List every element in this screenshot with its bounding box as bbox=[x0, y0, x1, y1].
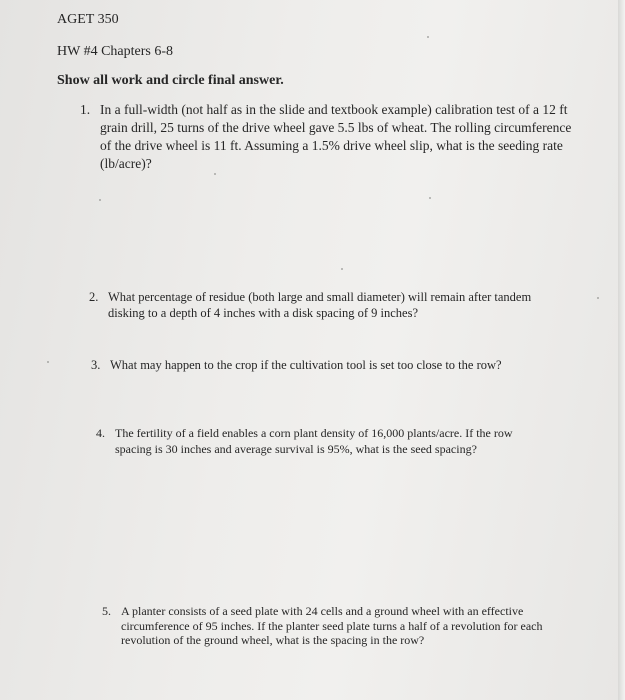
question-4-line-2: spacing is 30 inches and average survival is 95%, what is the seed spacing? bbox=[115, 442, 477, 456]
paper-speck bbox=[99, 199, 101, 201]
question-1-line-2: grain drill, 25 turns of the drive wheel gave 5.5 lbs of wheat. The rolling circumference bbox=[100, 120, 572, 135]
question-5-line-2: circumference of 95 inches. If the planter seed plate turns a half of a revolution for each bbox=[121, 618, 543, 633]
paper-speck bbox=[597, 297, 599, 299]
question-5-line-3: revolution of the ground wheel, what is the spacing in the row? bbox=[121, 633, 425, 647]
question-2-line-2: disking to a depth of 4 inches with a disk spacing of 9 inches? bbox=[108, 306, 419, 320]
question-1-line-3: of the drive wheel is 11 ft. Assuming a 1.5% drive wheel slip, what is the seeding rate bbox=[100, 138, 563, 153]
question-2-line-1: What percentage of residue (both large and small diameter) will remain after tandem bbox=[108, 290, 532, 304]
question-3-line-1: What may happen to the crop if the cultivation tool is set too close to the row? bbox=[110, 358, 502, 372]
question-1-line-4: (lb/acre)? bbox=[100, 156, 152, 171]
question-1-number: 1. bbox=[80, 102, 91, 117]
question-3-text bbox=[110, 357, 502, 373]
paper-speck bbox=[214, 173, 216, 175]
question-4-number: 4. bbox=[96, 426, 105, 440]
question-4-text bbox=[115, 425, 513, 457]
question-3-number: 3. bbox=[91, 358, 101, 372]
question-5-number: 5. bbox=[102, 604, 111, 618]
instructions: Show all work and circle final answer. bbox=[57, 73, 284, 88]
question-5-line-1: A planter consists of a seed plate with 24 cells and a ground wheel with an effective bbox=[121, 604, 524, 618]
course-title: AGET 350 bbox=[57, 12, 119, 27]
page-edge-shadow bbox=[618, 0, 625, 700]
question-1-text bbox=[100, 101, 571, 173]
question-2-text bbox=[108, 289, 531, 321]
assignment-title: HW #4 Chapters 6-8 bbox=[57, 44, 173, 59]
paper-speck bbox=[341, 268, 343, 270]
paper-speck bbox=[427, 36, 429, 38]
paper-speck bbox=[47, 361, 49, 363]
question-2-number: 2. bbox=[89, 290, 99, 304]
question-1-line-1: In a full-width (not half as in the slide and textbook example) calibration test of a 12 ft bbox=[100, 102, 568, 117]
paper-speck bbox=[429, 197, 431, 199]
question-5-text bbox=[121, 604, 542, 648]
question-4-line-1: The fertility of a field enables a corn plant density of 16,000 plants/acre. If the row bbox=[115, 426, 513, 440]
